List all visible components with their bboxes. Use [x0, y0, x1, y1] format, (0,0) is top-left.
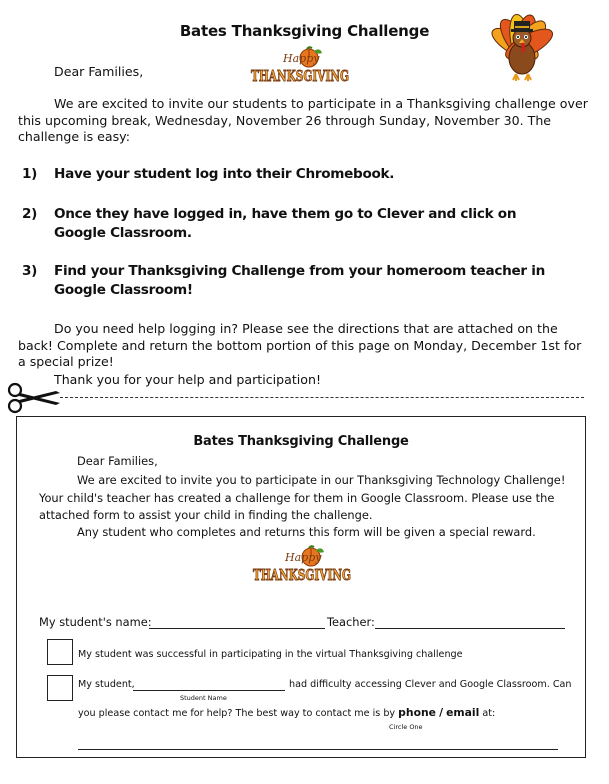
option-difficulty-end: had difficulty accessing Clever and Google Classroom. Can [289, 679, 572, 690]
student-name-caption: Student Name [180, 694, 227, 702]
scissors-icon [6, 382, 62, 414]
turkey-icon [484, 8, 560, 84]
logo-thanksgiving-text: THANKSGIVING [251, 67, 349, 85]
step-3-text: Find your Thanksgiving Challenge from your homeroom teacher in Google Classroom! [54, 263, 545, 298]
student-name-field[interactable] [149, 628, 325, 629]
logo-happy-text: Happy [285, 551, 322, 564]
form-greeting: Dear Families, [77, 454, 158, 468]
happy-thanksgiving-logo [247, 45, 353, 89]
step-2-text: Once they have logged in, have them go to Clever and click on Google Classroom. [54, 206, 517, 241]
phone-option[interactable]: phone [398, 706, 436, 719]
at-text: at: [482, 708, 496, 719]
form-paragraph: We are excited to invite you to participate in our Thanksgiving Technology Challenge! Your child's teacher has created a challenge for them in Google Classroom. Please use the attached form to assist your child in finding the challenge. [39, 473, 566, 522]
happy-thanksgiving-logo-small [249, 544, 355, 588]
letter-greeting: Dear Families, [54, 64, 144, 79]
success-checkbox[interactable] [47, 639, 73, 665]
letter-title: Bates Thanksgiving Challenge [179, 22, 430, 40]
letter-intro: We are excited to invite our students to participate in a Thanksgiving challenge over this upcoming break, Wednesday, November 26 through Sunday, November 30. The challenge is easy: [18, 96, 588, 144]
thanks-line: Thank you for your help and participation! [54, 372, 322, 387]
return-form [16, 416, 586, 758]
email-option[interactable]: email [446, 706, 480, 719]
step-3 [22, 262, 582, 302]
step-2 [22, 205, 582, 245]
cut-line [60, 397, 584, 398]
slash-separator: / [439, 706, 444, 719]
student-name-blank[interactable] [133, 690, 285, 691]
step-1 [22, 165, 582, 185]
teacher-label: Teacher: [327, 615, 375, 629]
form-reward: Any student who completes and returns this form will be given a special reward. [77, 525, 536, 539]
form-title: Bates Thanksgiving Challenge [193, 434, 409, 449]
step-2-number: 2) [22, 206, 38, 222]
student-name-label: My student's name: [39, 615, 152, 629]
logo-thanksgiving-text: THANKSGIVING [253, 566, 351, 584]
contact-text: you please contact me for help? The best way to contact me is by [78, 708, 396, 719]
contact-info-field[interactable] [78, 749, 558, 750]
teacher-field[interactable] [375, 628, 565, 629]
circle-one-caption: Circle One [389, 723, 423, 731]
contact-line [78, 706, 495, 719]
step-3-number: 3) [22, 263, 38, 279]
help-paragraph: Do you need help logging in? Please see the directions that are attached on the back! Complete and return the bottom portion of this page on Monday, December 1st for a special prize! [18, 321, 582, 369]
step-1-number: 1) [22, 166, 38, 182]
step-1-text: Have your student log into their Chromebook. [54, 166, 395, 182]
difficulty-checkbox[interactable] [47, 675, 73, 701]
option-success-text: My student was successful in participating in the virtual Thanksgiving challenge [78, 649, 463, 660]
option-difficulty-start: My student, [78, 679, 135, 690]
logo-happy-text: Happy [283, 52, 320, 65]
